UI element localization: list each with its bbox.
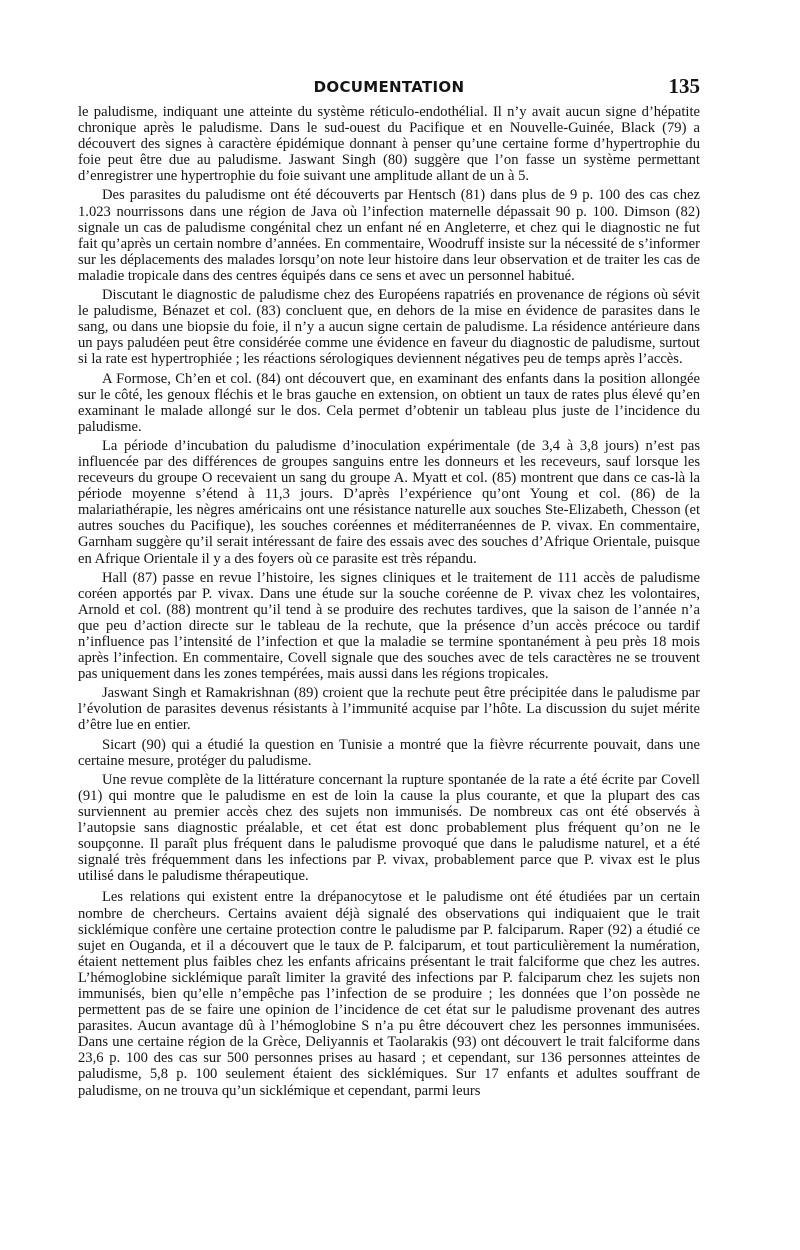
paragraph-3: Discutant le diagnostic de paludisme chez des Européens rapatriés en provenance de régions où sévit le paludisme, Bénazet et col. (83) concluent que, en dehors de la mise en évidence de parasites dans le sang, ou dans une biopsie du foie, il n’y a aucun signe certain de paludisme. La résidence antérieure dans un pays paludéen peut être considérée comme une évidence en faveur du diagnostic de paludisme, surtout si la rate est hypertrophiée ; les réactions sérologiques deviennent négatives peu de temps après l’accès. xyxy=(78,287,700,368)
paragraph-5: La période d’incubation du paludisme d’inoculation expérimentale (de 3,4 à 3,8 jours) n’est pas influencée par des différences de groupes sanguins entre les donneurs et les receveurs, sauf lorsque les receveurs du groupe O recevaient un sang du groupe A. Myatt et col. (85) montrent que dans ce cas-là la période moyenne s’étend à 11,3 jours. D’après l’expérience qu’ont Young et col. (86) de la malariathérapie, les nègres américains ont une résistance naturelle aux souches Ste-Elizabeth, Chesson (et autres souches du Pacifique), les souches coréennes et méditerranéennes de P. vivax. En commentaire, Garnham suggère qu’il serait intéressant de faire des essais avec des souches d’Afrique Orientale, puisque en Afrique Orientale il y a des foyers où ce parasite est très répandu. xyxy=(78,437,700,567)
paragraph-10: Les relations qui existent entre la drépanocytose et le paludisme ont été étudiées par un certain nombre de chercheurs. Certains avaient déjà signalé des observations qui indiquaient que le trait sicklémique confère une certaine protection contre le paludisme par P. falciparum. Raper (92) a étudié ce sujet en Ouganda, et il a découvert que le taux de P. falciparum, et tout particulièrement la numération, étaient nettement plus faibles chez les enfants africains présentant le trait falciforme que chez les autres. L’hémoglobine sicklémique paraît limiter la gravité des infections par P. falciparum chez les sujets non immunisés, bien qu’elle n’empêche pas l’infection de se produire ; les données que l’on possède ne permettent pas de se faire une opinion de l’incidence de cet état sur le paludisme provenant des autres parasites. Aucun avantage dû à l’hémoglobine S n’a pu être découvert chez les personnes immunisées. Dans une certaine région de la Grèce, Deliyannis et Taolarakis (93) ont découvert le trait falciforme dans 23,6 p. 100 des cas sur 500 personnes prises au hasard ; et cependant, sur 136 personnes atteintes de paludisme, 5,8 p. 100 seulement étaient des sicklémiques. Sur 17 enfants et adultes souffrant de paludisme, on ne trouva qu’un sicklémique et cependant, parmi leurs xyxy=(78,889,700,1099)
paragraph-2: Des parasites du paludisme ont été découverts par Hentsch (81) dans plus de 9 p. 100 des cas chez 1.023 nourrissons dans une région de Java où l’infection maternelle dépassait 90 p. 100. Dimson (82) signale un cas de paludisme congénital chez un enfant né en Angleterre, et chez qui le diagnostic ne fut fait qu’après un certain nombre d’années. En commentaire, Woodruff insiste sur la nécessité de s’informer sur les déplacements des malades lorsqu’on note leur histoire dans leur observation et de traiter les cas de maladie tropicale dans des centres équipés dans ce sens et avec un personnel habitué. xyxy=(78,187,700,284)
paragraph-4: A Formose, Ch’en et col. (84) ont découvert que, en examinant des enfants dans la position allongée sur le côté, les genoux fléchis et le bras gauche en extension, on obtient un taux de rates plus élevé qu’en examinant le malade allongé sur le dos. Cela permet d’obtenir un tableau plus juste de l’incidence du paludisme. xyxy=(78,370,700,435)
body-text xyxy=(78,104,700,1102)
running-head: DOCUMENTATION xyxy=(313,78,465,96)
page-number: 135 xyxy=(668,74,700,98)
paragraph-9: Une revue complète de la littérature concernant la rupture spontanée de la rate a été écrite par Covell (91) qui montre que le paludisme en est de loin la cause la plus courante, et que la plupart des cas surviennent au premier accès chez des sujets non immunisés. De nombreux cas ont été observés à l’autopsie sans diagnostic préalable, et cet état est donc probablement plus fréquent qu’on ne le soupçonne. Il paraît plus fréquent dans le paludisme provoqué que dans le paludisme naturel, et a été signalé très fréquemment dans les infections par P. vivax, probablement parce que P. vivax est le plus utilisé dans le paludisme thérapeutique. xyxy=(78,771,700,885)
paragraph-6: Hall (87) passe en revue l’histoire, les signes cliniques et le traitement de 111 accès de paludisme coréen apportés par P. vivax. Dans une étude sur la souche coréenne de P. vivax chez les volontaires, Arnold et col. (88) montrent qu’il tend à se produire des rechutes tardives, que la saison de l’année n’a que peu d’action directe sur le tableau de la rechute, que la présence d’un accès précoce ou tardif n’influence pas l’intensité de l’infection et que la maladie se termine spontanément à peu près 18 mois après l’infection. En commentaire, Covell signale que des souches avec de tels caractères ne se trouvent pas uniquement dans les zones tempérées, mais aussi dans les régions tropicales. xyxy=(78,569,700,683)
paragraph-8: Sicart (90) qui a étudié la question en Tunisie a montré que la fièvre récurrente pouvait, dans une certaine mesure, protéger du paludisme. xyxy=(78,736,700,769)
paragraph-7: Jaswant Singh et Ramakrishnan (89) croient que la rechute peut être précipitée dans le paludisme par l’évolution de parasites devenus résistants à l’immunité acquise par l’hôte. La discussion du sujet mérite d’être lue en entier. xyxy=(78,685,700,734)
paragraph-1: le paludisme, indiquant une atteinte du système réticulo-endothélial. Il n’y avait aucun signe d’hépatite chronique après le paludisme. Dans le sud-ouest du Pacifique et en Nouvelle-Guinée, Black (79) a découvert des signes à caractère épidémique donnant à penser qu’une certaine forme d’hypertrophie du foie peut être due au paludisme. Jaswant Singh (80) suggère que l’on fasse un système permettant d’enregistrer une hypertrophie du foie suivant une amplitude allant de un à 5. xyxy=(78,104,700,185)
page-header xyxy=(78,72,700,102)
